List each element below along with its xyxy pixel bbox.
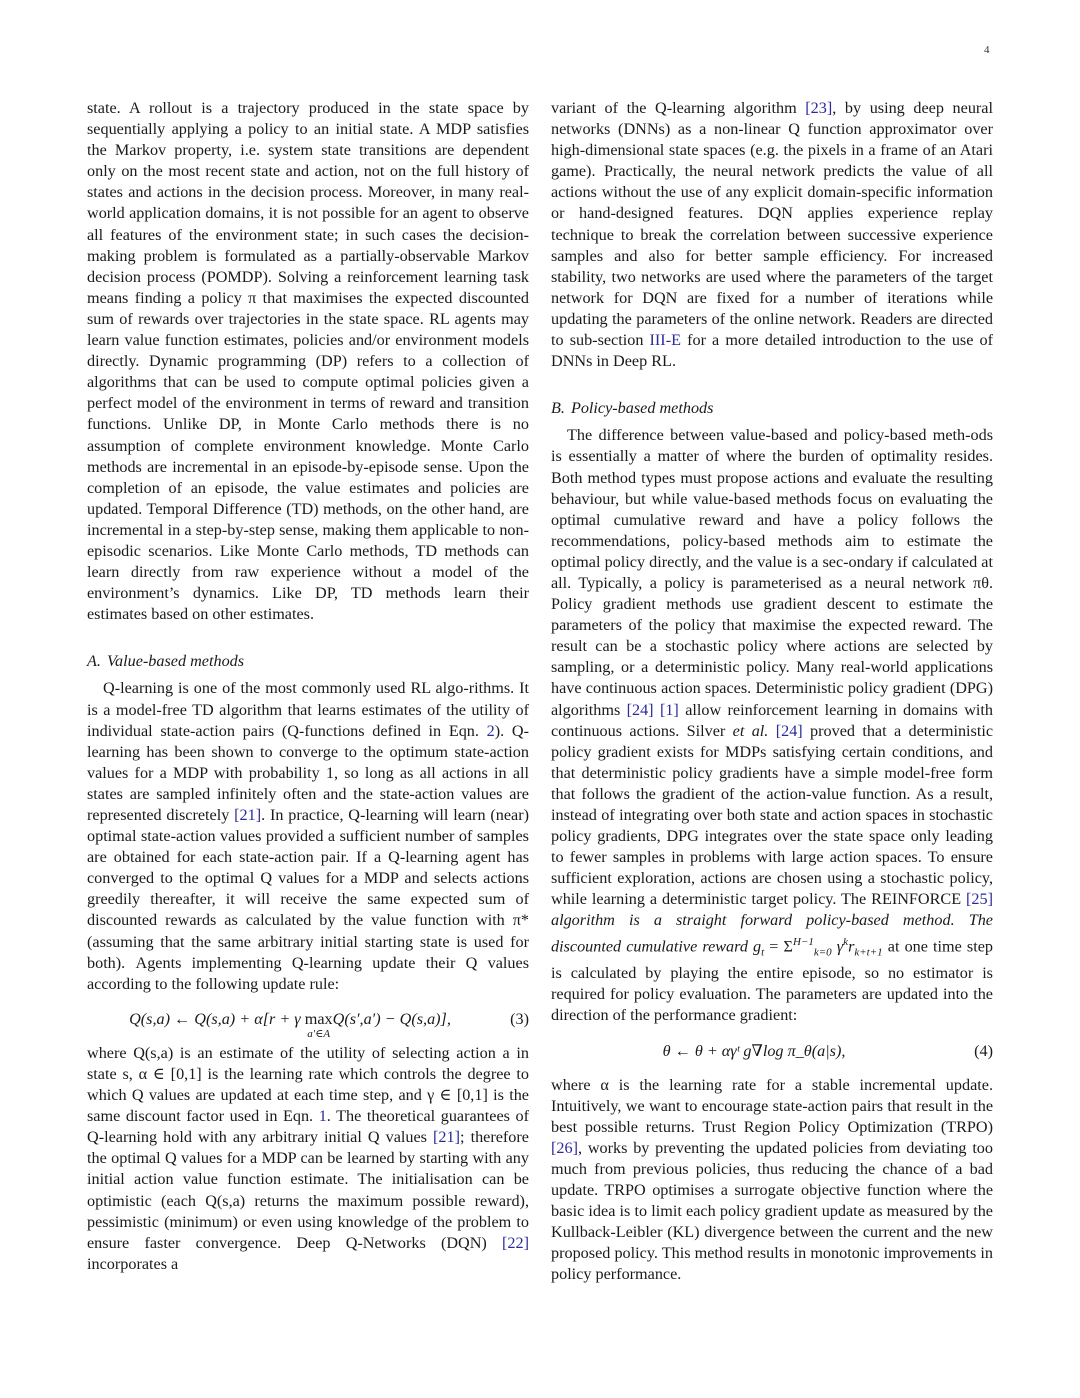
citation-26-link[interactable]: [26] (551, 1138, 578, 1157)
text-run: . In practice, Q-learning will learn (near) optimal state-action values provided a sufficient number of samples are obtained for each state-action pair. If a Q-learning agent has converged to the optimal Q values for a MDP and selects actions greedily thereafter, it will receive the same expected sum of discounted rewards as calculated by the value function with π* (assuming that the same arbitrary initial starting state is used for both). Agents implementing Q-learning update their Q values according to the following update rule: (87, 806, 529, 993)
section-heading-policy-based (551, 398, 993, 419)
text-run: ; therefore the optimal Q values for a MDP can be learned by starting with any initial action value function estimate. The initialisation can be optimistic (each Q(s,a) returns the maximum possible reward), pessimistic (minimum) or even using knowledge of the problem to ensure faster convergence. Deep Q-Networks (DQN) (87, 1128, 529, 1252)
citation-21-link[interactable]: [21] (433, 1128, 461, 1147)
section-title: Policy-based methods (570, 399, 714, 418)
text-run: at one time step is calculated by playing the entire episode, so no estimator is required for policy evaluation. The parameters are updated into the direction of the performance gradient: (551, 936, 994, 1025)
math-subscript: k=0 (813, 946, 832, 959)
math-subscript: t (761, 946, 765, 959)
et-al: et al. (732, 721, 769, 740)
equation-4 (551, 1037, 993, 1067)
text-run: algorithm is a straight forward policy-based method. The discounted cumulative reward g (551, 911, 993, 955)
trpo-paragraph (551, 1075, 993, 1286)
citation-21-link[interactable]: [21] (234, 806, 262, 824)
eqn-1-link[interactable]: 1 (318, 1107, 327, 1126)
equation-3-body (87, 1009, 493, 1041)
page-number: 4 (984, 44, 990, 56)
citation-1-link[interactable]: [1] (659, 700, 679, 719)
section-title: Value-based methods (106, 652, 245, 671)
max-label: max (304, 1010, 333, 1029)
text-run: allow reinforcement learning in domains with continuous actions. Silver (551, 700, 993, 740)
text-run: where α is the learning rate for a stable incremental update. Intuitively, we want to encourage state-action pairs that result in the best possible returns. Trust Region Policy Optimization (TRPO) (551, 1075, 993, 1136)
citation-24-link[interactable]: [24] (775, 721, 803, 740)
text-run: incorporates a (87, 1254, 179, 1273)
math-sum: = Σ (764, 936, 793, 955)
equation-4-label: (4) (974, 1042, 993, 1061)
math-subscript: k+t+1 (854, 946, 883, 959)
text-run: , works by preventing the updated policies from deviating too much from previous policies, thus reducing the chance of a bad update. TRPO optimises a surrogate objective function where the basic idea is to limit each policy gradient update as measured by the Kullback-Leibler (KL) divergence between the current and the new proposed policy. This method results in monotonic improvements in policy performance. (551, 1138, 993, 1284)
eqn-2-link[interactable]: 2 (486, 721, 495, 740)
q-learning-paragraph-2 (87, 1043, 529, 1275)
text-run: . The theoretical guarantees of Q-learning hold with any arbitrary initial Q values (87, 1107, 529, 1147)
text-run: ). Q-learning has been shown to converge to the optimum state-action values for a MDP with probability 1, so long as all actions in all states are sampled infinitely often and the state-action values are represented discretely (87, 721, 529, 824)
text-run: Q-learning is one of the most commonly used RL algo-rithms. It is a model-free TD algorithm that learns estimates of the utility of individual state-action pairs (Q-functions defined in Eqn. (87, 679, 529, 740)
section-number: B. (551, 399, 565, 418)
intro-paragraph: state. A rollout is a trajectory produced in the state space by sequentially applying a policy to an initial state. A MDP satisfies the Markov property, i.e. system state transitions are dependent only on the most recent state and action, not on the full history of states and actions in the decision process. Moreover, in many real-world application domains, it is not possible for an agent to observe all features of the environment state; in such cases the decision-making problem is formulated as a partially-observable Markov decision process (POMDP). Solving a reinforcement learning task means finding a policy π that maximises the expected discounted sum of rewards over trajectories in the state space. RL agents may learn value function estimates, policies and/or environment models directly. Dynamic programming (DP) refers to a collection of algorithms that can be used to compute optimal policies given a perfect model of the environment in terms of reward and transition functions. Unlike DP, in Monte Carlo methods there is no assumption of complete environment knowledge. Monte Carlo methods are incremental in an episode-by-episode sense. Upon the completion of an episode, the value estimates and policies are updated. Temporal Difference (TD) methods, on the other hand, are incremental in a step-by-step sense, making them applicable to non-episodic scenarios. Like Monte Carlo methods, TD methods can learn directly from raw experience without a model of the environment’s dynamics. Like DP, TD methods learn their estimates based on other estimates. (87, 99, 529, 624)
equation-4-body: θ ← θ + αγᵗ g∇log π_θ(a|s), (662, 1042, 846, 1061)
citation-24-link[interactable]: [24] (626, 700, 654, 719)
math-superscript: H−1 (792, 935, 814, 948)
citation-25-link[interactable]: [25] (966, 890, 993, 909)
equation-3 (87, 1005, 529, 1041)
math-superscript: k (843, 935, 849, 948)
citation-23-link[interactable]: [23] (805, 99, 833, 117)
text-run: The difference between value-based and policy-based meth-ods is essentially a matter of where the burden of optimality resides. Both method types must propose actions and evaluate the resulting behaviour, but while value-based methods focus on evaluating the optimal cumulative reward and have a policy follows the recommendations, policy-based methods aim to estimate the optimal policy directly, and the value is a sec-ondary if calculated at all. Typically, a policy is parameterised as a neural network πθ. Policy gradient methods use gradient descent to estimate the parameters of the policy that maximise the expected reward. The result can be a stochastic policy where actions are selected by sampling, or a deterministic policy. Many real-world applications have continuous action spaces. Deterministic policy gradient (DPG) algorithms (551, 426, 993, 719)
section-number: A. (87, 652, 101, 671)
math-r: r (848, 936, 855, 955)
text-run: for a more detailed introduction to the use of DNNs in Deep RL. (551, 331, 993, 371)
left-column (87, 98, 529, 1275)
text-run: variant of the Q-learning algorithm (551, 99, 806, 117)
text-run: , by using deep neural networks (DNNs) as a non-linear Q function approximator over high-dimensional state spaces (e.g. the pixels in a frame of an Atari game). Practically, the neural network predicts the value of all actions without the use of any explicit domain-specific information or hand-designed features. DQN applies experience replay technique to break the correlation between successive experience samples and also for better sample efficiency. For increased stability, two networks are used where the parameters of the target network for DQN are fixed for a number of iterations while updating the parameters of the online network. Readers are directed to sub-section (551, 99, 993, 350)
text-run: where Q(s,a) is an estimate of the utility of selecting action a in state s, α ∈ [0,1] is the learning rate which controls the degree to which Q values are updated at each time step, and γ ∈ [0,1] is the same discount factor used in Eqn. (87, 1043, 529, 1126)
section-heading-value-based (87, 651, 529, 672)
right-column (551, 98, 993, 1286)
equation-lhs: Q(s,a) ← Q(s,a) + α[r + γ (129, 1010, 305, 1029)
dqn-paragraph (551, 98, 993, 372)
text-run: proved that a deterministic policy gradient exists for MDPs satisfying certain conditions, and that deterministic policy gradients have a simple model-free form that follows the gradient of the action-value function. As a result, instead of integrating over both state and action spaces in stochastic policy gradients, DPG integrates over the state space only leading to fewer samples in problems with large action spaces. To ensure sufficient exploration, actions are chosen using a stochastic policy, while learning a deterministic target policy. The REINFORCE (551, 721, 994, 909)
max-operator (304, 1009, 333, 1041)
q-learning-paragraph (87, 678, 529, 994)
max-subscript: a′∈A (307, 1028, 331, 1041)
citation-22-link[interactable]: [22] (502, 1233, 529, 1252)
equation-rhs: Q(s′,a′) − Q(s,a)], (332, 1010, 451, 1029)
equation-3-label: (3) (510, 1010, 529, 1029)
math-gamma: γ (831, 936, 844, 955)
policy-based-paragraph (551, 425, 993, 1026)
section-III-E-link[interactable]: III-E (649, 331, 681, 350)
